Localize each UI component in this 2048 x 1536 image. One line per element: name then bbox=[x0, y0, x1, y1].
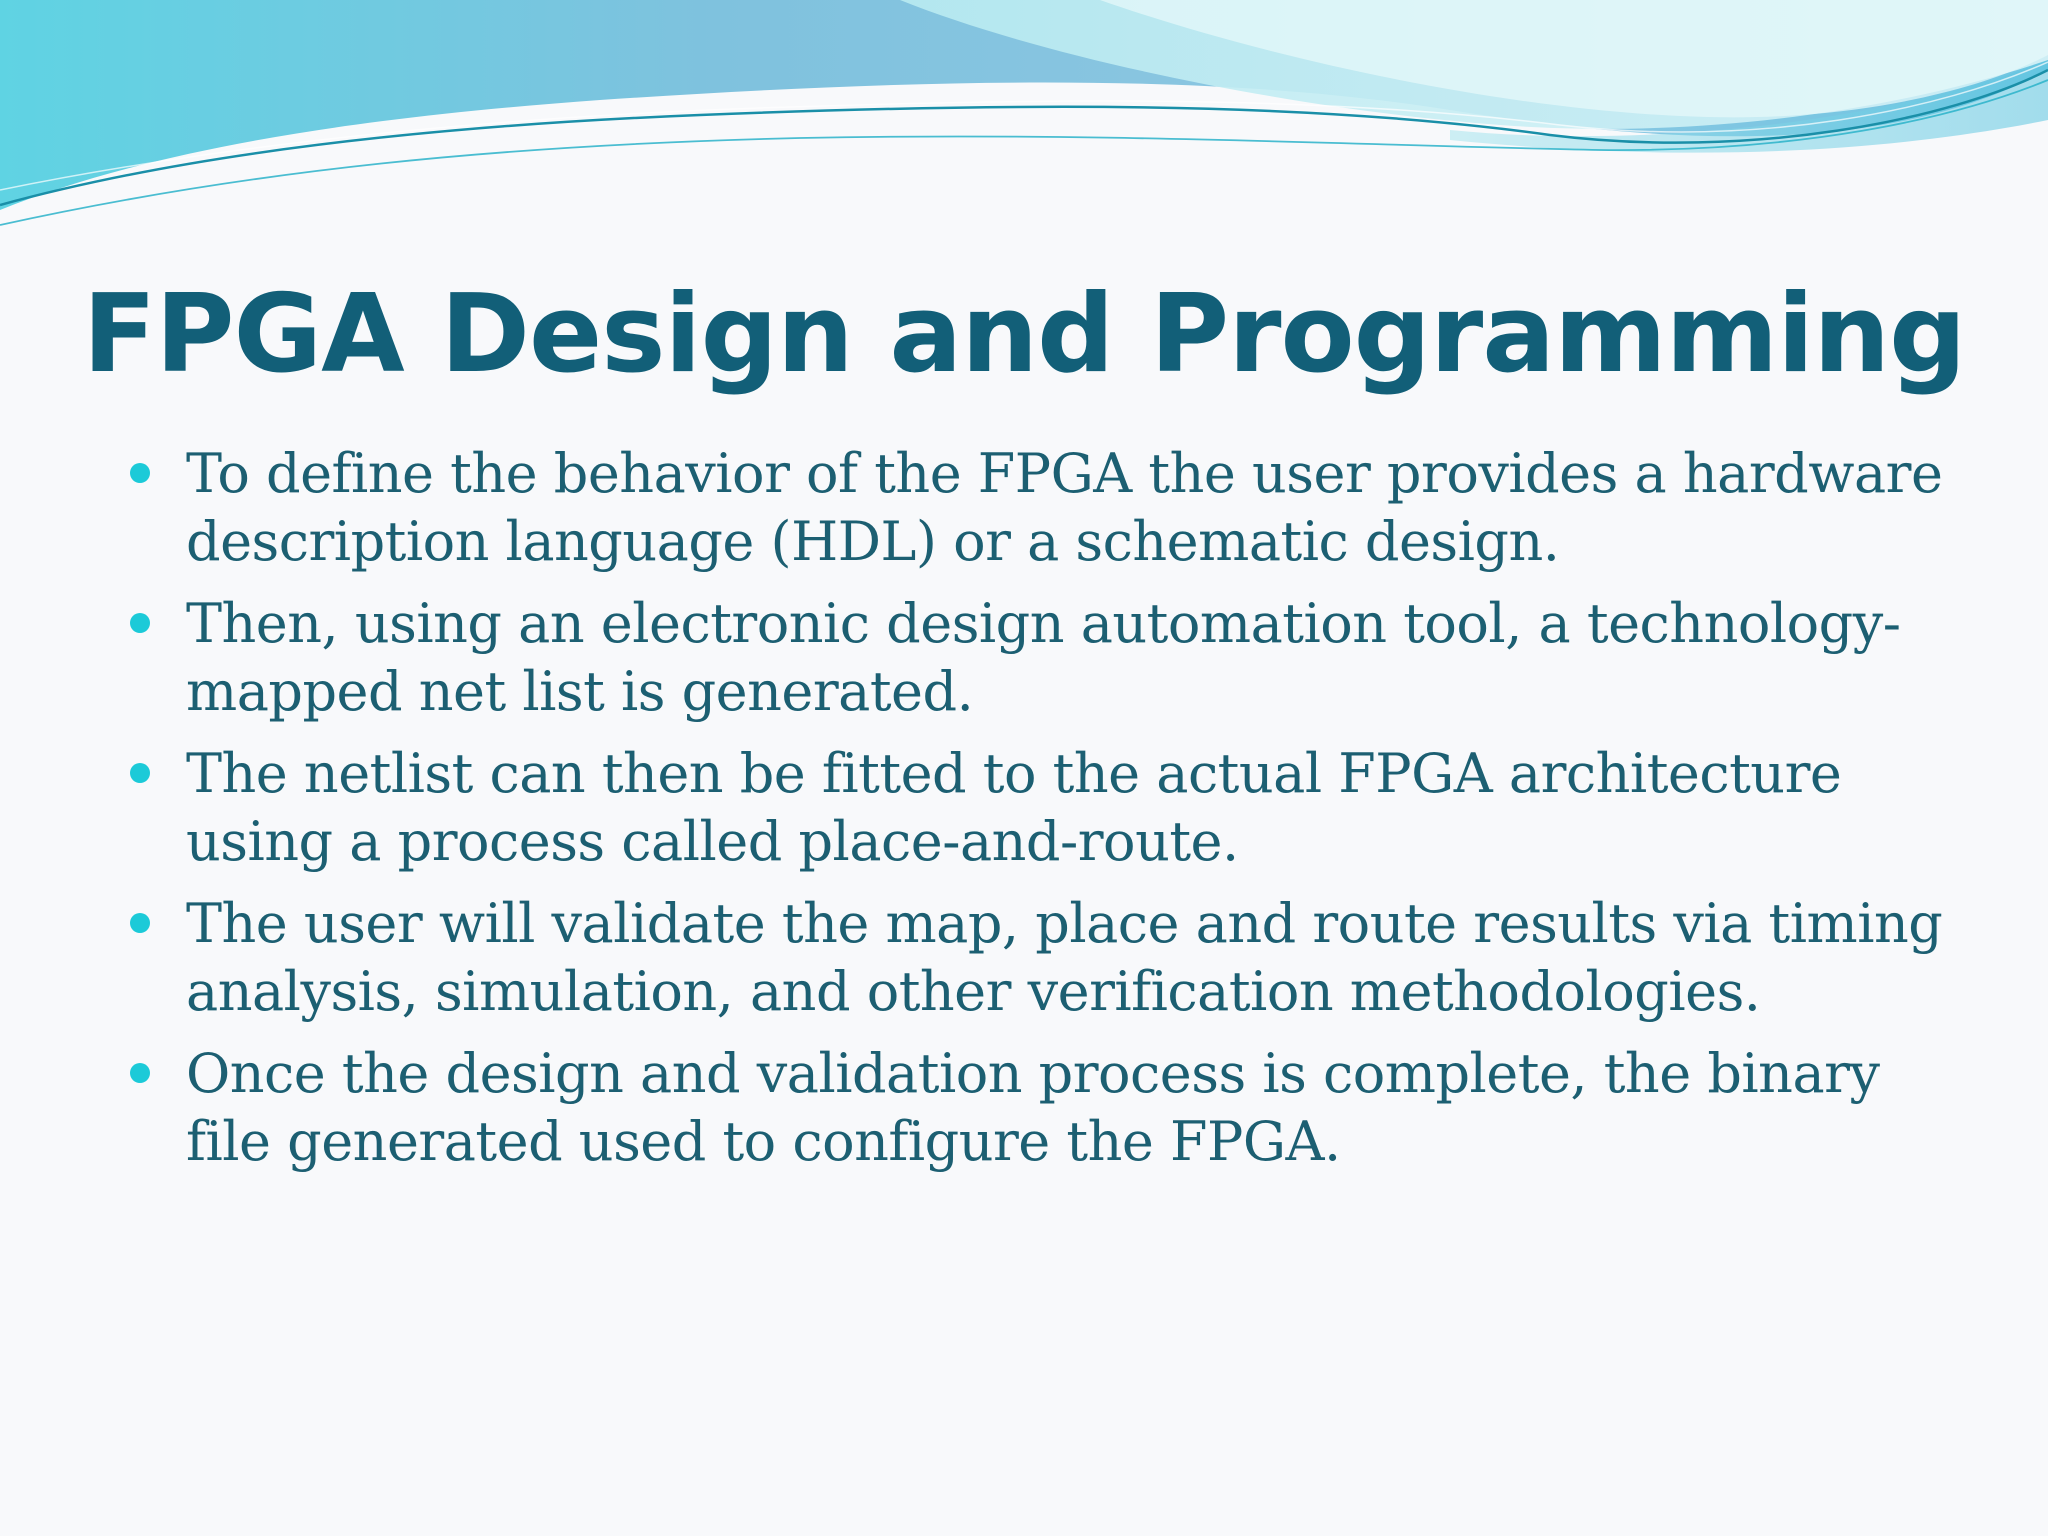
bullet-text: To define the behavior of the FPGA the user provides a hardware description language (HDL) or a schematic design. bbox=[186, 442, 1943, 573]
bullet-icon bbox=[130, 613, 150, 633]
list-item bbox=[120, 440, 1950, 576]
bullet-list bbox=[120, 440, 1950, 1190]
bullet-icon bbox=[130, 763, 150, 783]
list-item bbox=[120, 890, 1950, 1026]
slide-title: FPGA Design and Programming bbox=[82, 272, 1966, 397]
bullet-icon bbox=[130, 463, 150, 483]
list-item bbox=[120, 740, 1950, 876]
bullet-text: The netlist can then be fitted to the actual FPGA architecture using a process called place-and-route. bbox=[186, 742, 1842, 873]
list-item bbox=[120, 1040, 1950, 1176]
header-wave-decoration bbox=[0, 0, 2048, 240]
list-item bbox=[120, 590, 1950, 726]
bullet-icon bbox=[130, 1063, 150, 1083]
bullet-icon bbox=[130, 913, 150, 933]
bullet-text: Once the design and validation process is complete, the binary file generated used to configure the FPGA. bbox=[186, 1042, 1880, 1173]
bullet-text: Then, using an electronic design automation tool, a technology-mapped net list is generated. bbox=[186, 592, 1901, 723]
bullet-text: The user will validate the map, place and route results via timing analysis, simulation, and other verification methodologies. bbox=[186, 892, 1943, 1023]
